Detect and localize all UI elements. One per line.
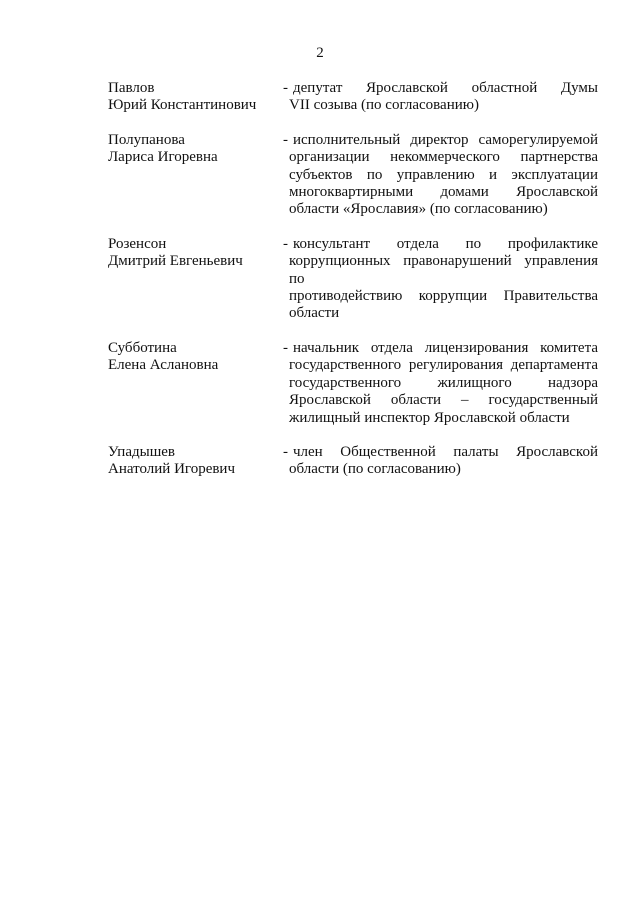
role-line: многоквартирными домами Ярославской: [289, 184, 598, 201]
member-entry: [108, 80, 598, 115]
member-given-names: Юрий Константинович: [108, 97, 257, 114]
member-role: [283, 80, 598, 115]
member-name: [108, 444, 283, 479]
page-number: 2: [316, 45, 324, 61]
role-line: области (по согласованию): [289, 461, 461, 478]
member-surname: Субботина: [108, 339, 177, 356]
role-line: коррупционных правонарушений управления по: [289, 253, 598, 287]
role-line: начальник отдела лицензирования комитета: [293, 339, 598, 356]
role-dash: -: [283, 235, 288, 252]
role-line: государственного регулирования департамента: [289, 357, 598, 374]
role-line: организации некоммерческого партнерства: [289, 149, 598, 166]
member-name: [108, 340, 283, 375]
role-dash: -: [283, 443, 288, 460]
role-line: области «Ярославия» (по согласованию): [289, 201, 548, 218]
member-name: [108, 236, 283, 271]
member-entry: [108, 132, 598, 219]
member-role: [283, 444, 598, 479]
role-line: Ярославской области – государственный: [289, 392, 598, 409]
role-line: исполнительный директор саморегулируемой: [293, 131, 598, 148]
member-surname: Павлов: [108, 80, 155, 96]
role-line: член Общественной палаты Ярославской: [293, 443, 598, 460]
role-line: депутат Ярославской областной Думы: [293, 80, 598, 96]
members-list: [108, 80, 598, 479]
role-line: противодействию коррупции Правительства: [289, 288, 598, 305]
role-line: консультант отдела по профилактике: [293, 235, 598, 252]
member-name: [108, 132, 283, 167]
member-given-names: Лариса Игоревна: [108, 149, 218, 166]
member-entry: [108, 340, 598, 427]
member-surname: Полупанова: [108, 131, 185, 148]
role-line: VII созыва (по согласованию): [289, 97, 479, 114]
member-given-names: Елена Аслановна: [108, 357, 219, 374]
member-entry: [108, 236, 598, 323]
member-given-names: Анатолий Игоревич: [108, 461, 236, 478]
member-surname: Упадышев: [108, 443, 175, 460]
role-line: жилищный инспектор Ярославской области: [289, 409, 570, 426]
member-role: [283, 132, 598, 219]
role-line: субъектов по управлению и эксплуатации: [289, 166, 598, 183]
role-line: области: [289, 305, 340, 322]
member-surname: Розенсон: [108, 235, 167, 252]
role-dash: -: [283, 131, 288, 148]
role-dash: -: [283, 339, 288, 356]
member-role: [283, 236, 598, 323]
member-role: [283, 340, 598, 427]
member-given-names: Дмитрий Евгеньевич: [108, 253, 243, 270]
role-dash: -: [283, 80, 288, 96]
member-entry: [108, 444, 598, 479]
role-line: государственного жилищного надзора: [289, 374, 598, 391]
member-name: [108, 80, 283, 115]
